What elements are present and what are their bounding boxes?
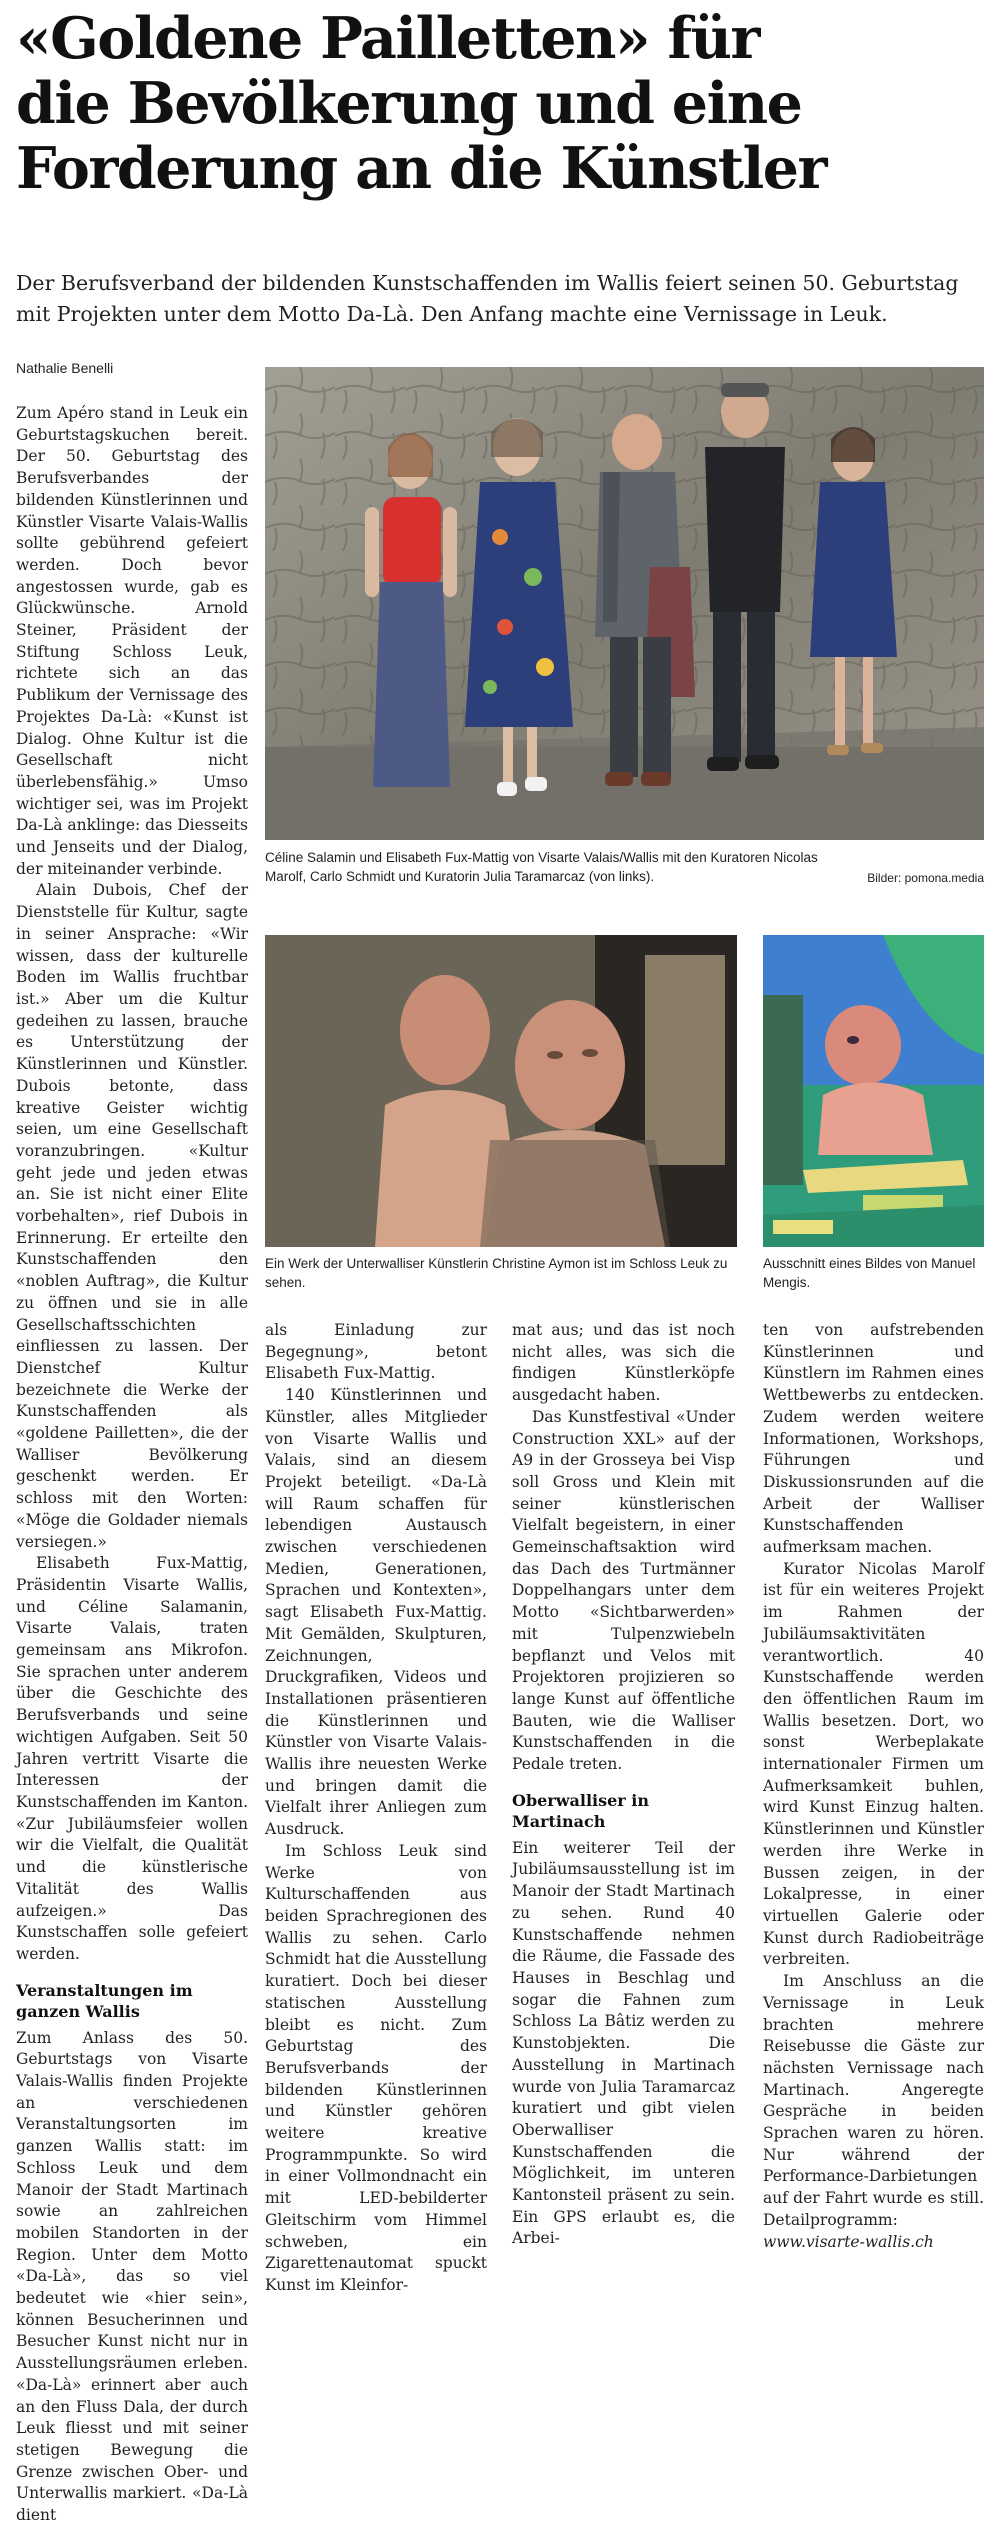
headline-line: Forderung an die Künstler — [16, 135, 827, 202]
body-paragraph: Im Schloss Leuk sind Werke von Kulturschaffenden aus beiden Sprachregionen des Wallis zu sehen. Carlo Schmidt hat die Ausstellung kuratiert. Doch bei dieser statischen Ausstellung bleibt es nicht. Zum Geburtstag des Berufsverbands der bildenden Künstlerinnen und Künstler gehören weitere kreative Programmpunkte. So wird in einer Vollmondnacht ein mit LED-bebilderter Gleitschirm vom Himmel schweben, ein Zigarettenautomat spuckt Kunst im Kleinfor- — [265, 1841, 487, 2294]
subheading: Veranstaltungen im ganzen Wallis — [16, 1980, 193, 2021]
lead-line: mit Projekten unter dem Motto Da-Là. Den Anfang machte eine Vernissage in Leuk. — [16, 302, 888, 326]
body-paragraph: 140 Künstlerinnen und Künstler, alles Mitglieder von Visarte Wallis und Valais, sind an diesem Projekt beteiligt. «Da-Là will Raum schaffen für lebendigen Austausch zwischen verschiedenen Medien, Generationen, Sprachen und Kontexten», sagt Elisabeth Fux-Mattig. Mit Gemälden, Skulpturen, Zeichnungen, Druckgrafiken, Videos und Installationen präsentieren die Künstlerinnen und Künstler von Visarte Valais-Wallis ihre neuesten Werke und bringen damit die Vielfalt ihrer Anliegen zum Ausdruck. — [265, 1386, 487, 1839]
author-byline: Nathalie Benelli — [16, 360, 114, 376]
group-photo — [265, 367, 984, 840]
body-paragraph: Ein weiterer Teil der Jubiläumsausstellung ist im Manoir der Stadt Martinach zu sehen. Rund 40 Kunstschaffende nehmen die Räume, die Fassade des Hauses in Beschlag und sogar die Fahnen zum Schloss La Bâtiz werden zu Kunstobjekten. Die Ausstellung in Martinach wurde von Julia Taramarcaz kuratiert und gibt vielen Oberwalliser Kunstschaffenden die Möglichkeit, im unteren Kantonsteil präsent zu sein. Ein GPS erlaubt es, die Arbei- — [512, 1838, 735, 2248]
body-paragraph — [763, 1971, 984, 2253]
lead-line: Der Berufsverband der bildenden Kunstschaffenden im Wallis feiert seinen 50. Geburtstag — [16, 271, 959, 295]
lead-paragraph — [16, 268, 984, 330]
headline — [16, 6, 984, 201]
sculpture-caption: Ein Werk der Unterwalliser Künstlerin Christine Aymon ist im Schloss Leuk zu sehen. — [265, 1256, 728, 1290]
text-column-2 — [265, 1320, 487, 2294]
body-paragraph: Das Kunstfestival «Under Construction XXL» auf der A9 in der Grosseya bei Visp soll Gross und Klein mit seiner künstlerischen Vielfalt begeistern, in einer Gemeinschaftsaktion wird das Dach des Turtmänner Doppelhangars unter dem Motto «Sichtbarwerden» mit Tulpenzwiebeln bepflanzt und Velos mit Projektoren projizieren so lange Kunst auf öffentliche Bauten, wie die Walliser Kunstschaffenden in die Pedale treten. — [512, 1407, 735, 1774]
body-paragraph: als Einladung zur Begegnung», betont Elisabeth Fux-Mattig. — [265, 1321, 487, 1383]
body-paragraph: mat aus; und das ist noch nicht alles, was sich die findigen Künstlerköpfe ausgedacht haben. — [512, 1321, 735, 1405]
painting-photo — [763, 935, 984, 1247]
body-paragraph: Elisabeth Fux-Mattig, Präsidentin Visarte Wallis, und Céline Salamanin, Visarte Valais, traten gemeinsam ans Mikrofon. Sie sprachen unter anderem über die Geschichte des Berufsverbands und seine wichtigen Aufgaben. Seit 50 Jahren vertritt Visarte die Interessen der Kunstschaffenden im Kanton. «Zur Jubiläumsfeier wollen wir die Vielfalt, die Qualität und die künstlerische Vitalität des Wallis aufzeigen.» Das Kunstschaffen solle gefeiert werden. — [16, 1554, 248, 1963]
text-column-3 — [512, 1320, 735, 2248]
photo-credit: Bilder: pomona.media — [867, 871, 984, 885]
painting-photo-image — [763, 935, 984, 1247]
text-column-1 — [16, 403, 248, 2525]
body-paragraph: Zum Apéro stand in Leuk ein Geburtstagskuchen bereit. Der 50. Geburtstag des Berufsverbandes der bildenden Künstlerinnen und Künstler Visarte Valais-Wallis sollte gebührend gefeiert werden. Doch bevor angestossen wurde, gab es Glückwünsche. Arnold Steiner, Präsident der Stiftung Schloss Leuk, richtete sich an das Publikum der Vernissage des Projektes Da-Là: «Kunst ist Dialog. Ohne Kultur ist die Gesellschaft nicht überlebensfähig.» Umso wichtiger sei, was im Projekt Da-Là anklinge: das Diesseits und Jenseits und der Dialog, der miteinander verbinde. — [16, 404, 248, 878]
painting-caption: Ausschnitt eines Bildes von Manuel Mengis. — [763, 1256, 976, 1290]
sculpture-photo — [265, 935, 737, 1247]
group-photo-image — [265, 367, 984, 840]
body-text: Im Anschluss an die Vernissage in Leuk brachten mehrere Reisebusse die Gäste zur nächsten Vernissage nach Martinach. Angeregte Gespräche in beiden Sprachen waren zu hören. Nur während der Performance-Darbietungen auf der Fahrt wurde es still. Detailprogramm: — [763, 1972, 984, 2229]
headline-line: die Bevölkerung und eine — [16, 70, 802, 137]
group-photo-caption: Céline Salamin und Elisabeth Fux-Mattig von Visarte Valais/Wallis mit den Kuratoren Nicolas Marolf, Carlo Schmidt und Kuratorin Julia Taramarcaz (von links). — [265, 850, 818, 884]
headline-line: «Goldene Pailletten» für — [16, 5, 759, 72]
body-paragraph: Zum Anlass des 50. Geburtstags von Visarte Valais-Wallis finden Projekte an verschiedenen Veranstaltungsorten im ganzen Wallis statt: im Schloss Leuk und dem Manoir der Stadt Martinach sowie an zahlreichen mobilen Standorten in der Region. Unter dem Motto «Da-Là», das so viel bedeutet wie «hier sein», können Besucherinnen und Besucher Kunst nicht nur in Ausstellungsräumen erleben. «Da-Là» erinnert aber auch an den Fluss Dala, der durch Leuk fliesst und mit seiner stetigen Bewegung die Grenze zwischen Ober- und Unterwallis markiert. «Da-Là dient — [16, 2028, 248, 2525]
body-paragraph: ten von aufstrebenden Künstlerinnen und Künstlern im Rahmen eines Wettbewerbs zu entdecken. Zudem werden weitere Informationen, Workshops, Führungen und Diskussionsrunden auf die Arbeit der Walliser Kunstschaffenden aufmerksam machen. — [763, 1321, 984, 1557]
text-column-4 — [763, 1320, 984, 2251]
sculpture-photo-image — [265, 935, 737, 1247]
body-paragraph: Kurator Nicolas Marolf ist für ein weiteres Projekt im Rahmen der Jubiläumsaktivitäten verantwortlich. 40 Kunstschaffende werden den öffentlichen Raum im Wallis besetzen. Dort, wo sonst Werbeplakate internationaler Firmen um Aufmerksamkeit buhlen, wird Kunst Einzug halten. Künstlerinnen und Künstler werden ihre Werke in Bussen zeigen, in der Lokalpresse, in einer virtuellen Galerie oder Kunst durch Radiobeiträge verbreiten. — [763, 1559, 984, 1969]
body-paragraph: Alain Dubois, Chef der Dienststelle für Kultur, sagte in seiner Ansprache: «Wir wissen, dass der kulturelle Boden im Wallis fruchtbar ist.» Aber um die Kultur gedeihen zu lassen, brauche es Unterstützung der Künstlerinnen und Künstler. Dubois betonte, dass kreative Geister wichtig seien, um eine Gesellschaft voranzubringen. «Kultur geht jede und jeden etwas an. Sie ist nicht einer Elite vorbehalten», rief Dubois in Erinnerung. Er erteilte den Kunstschaffenden den «noblen Auftrag», die Kultur zu öffnen und sie in alle Gesellschaftsschichten einfliessen zu lassen. Der Dienstchef Kultur bezeichnete die Werke der Kunstschaffenden als «goldene Pailletten», die der Walliser Bevölkerung geschenkt werden. Er schloss mit den Worten: «Möge die Goldader niemals versiegen.» — [16, 881, 248, 1551]
program-link[interactable]: www.visarte-wallis.ch — [763, 2232, 934, 2251]
subheading: Oberwalliser in Martinach — [512, 1790, 650, 1831]
